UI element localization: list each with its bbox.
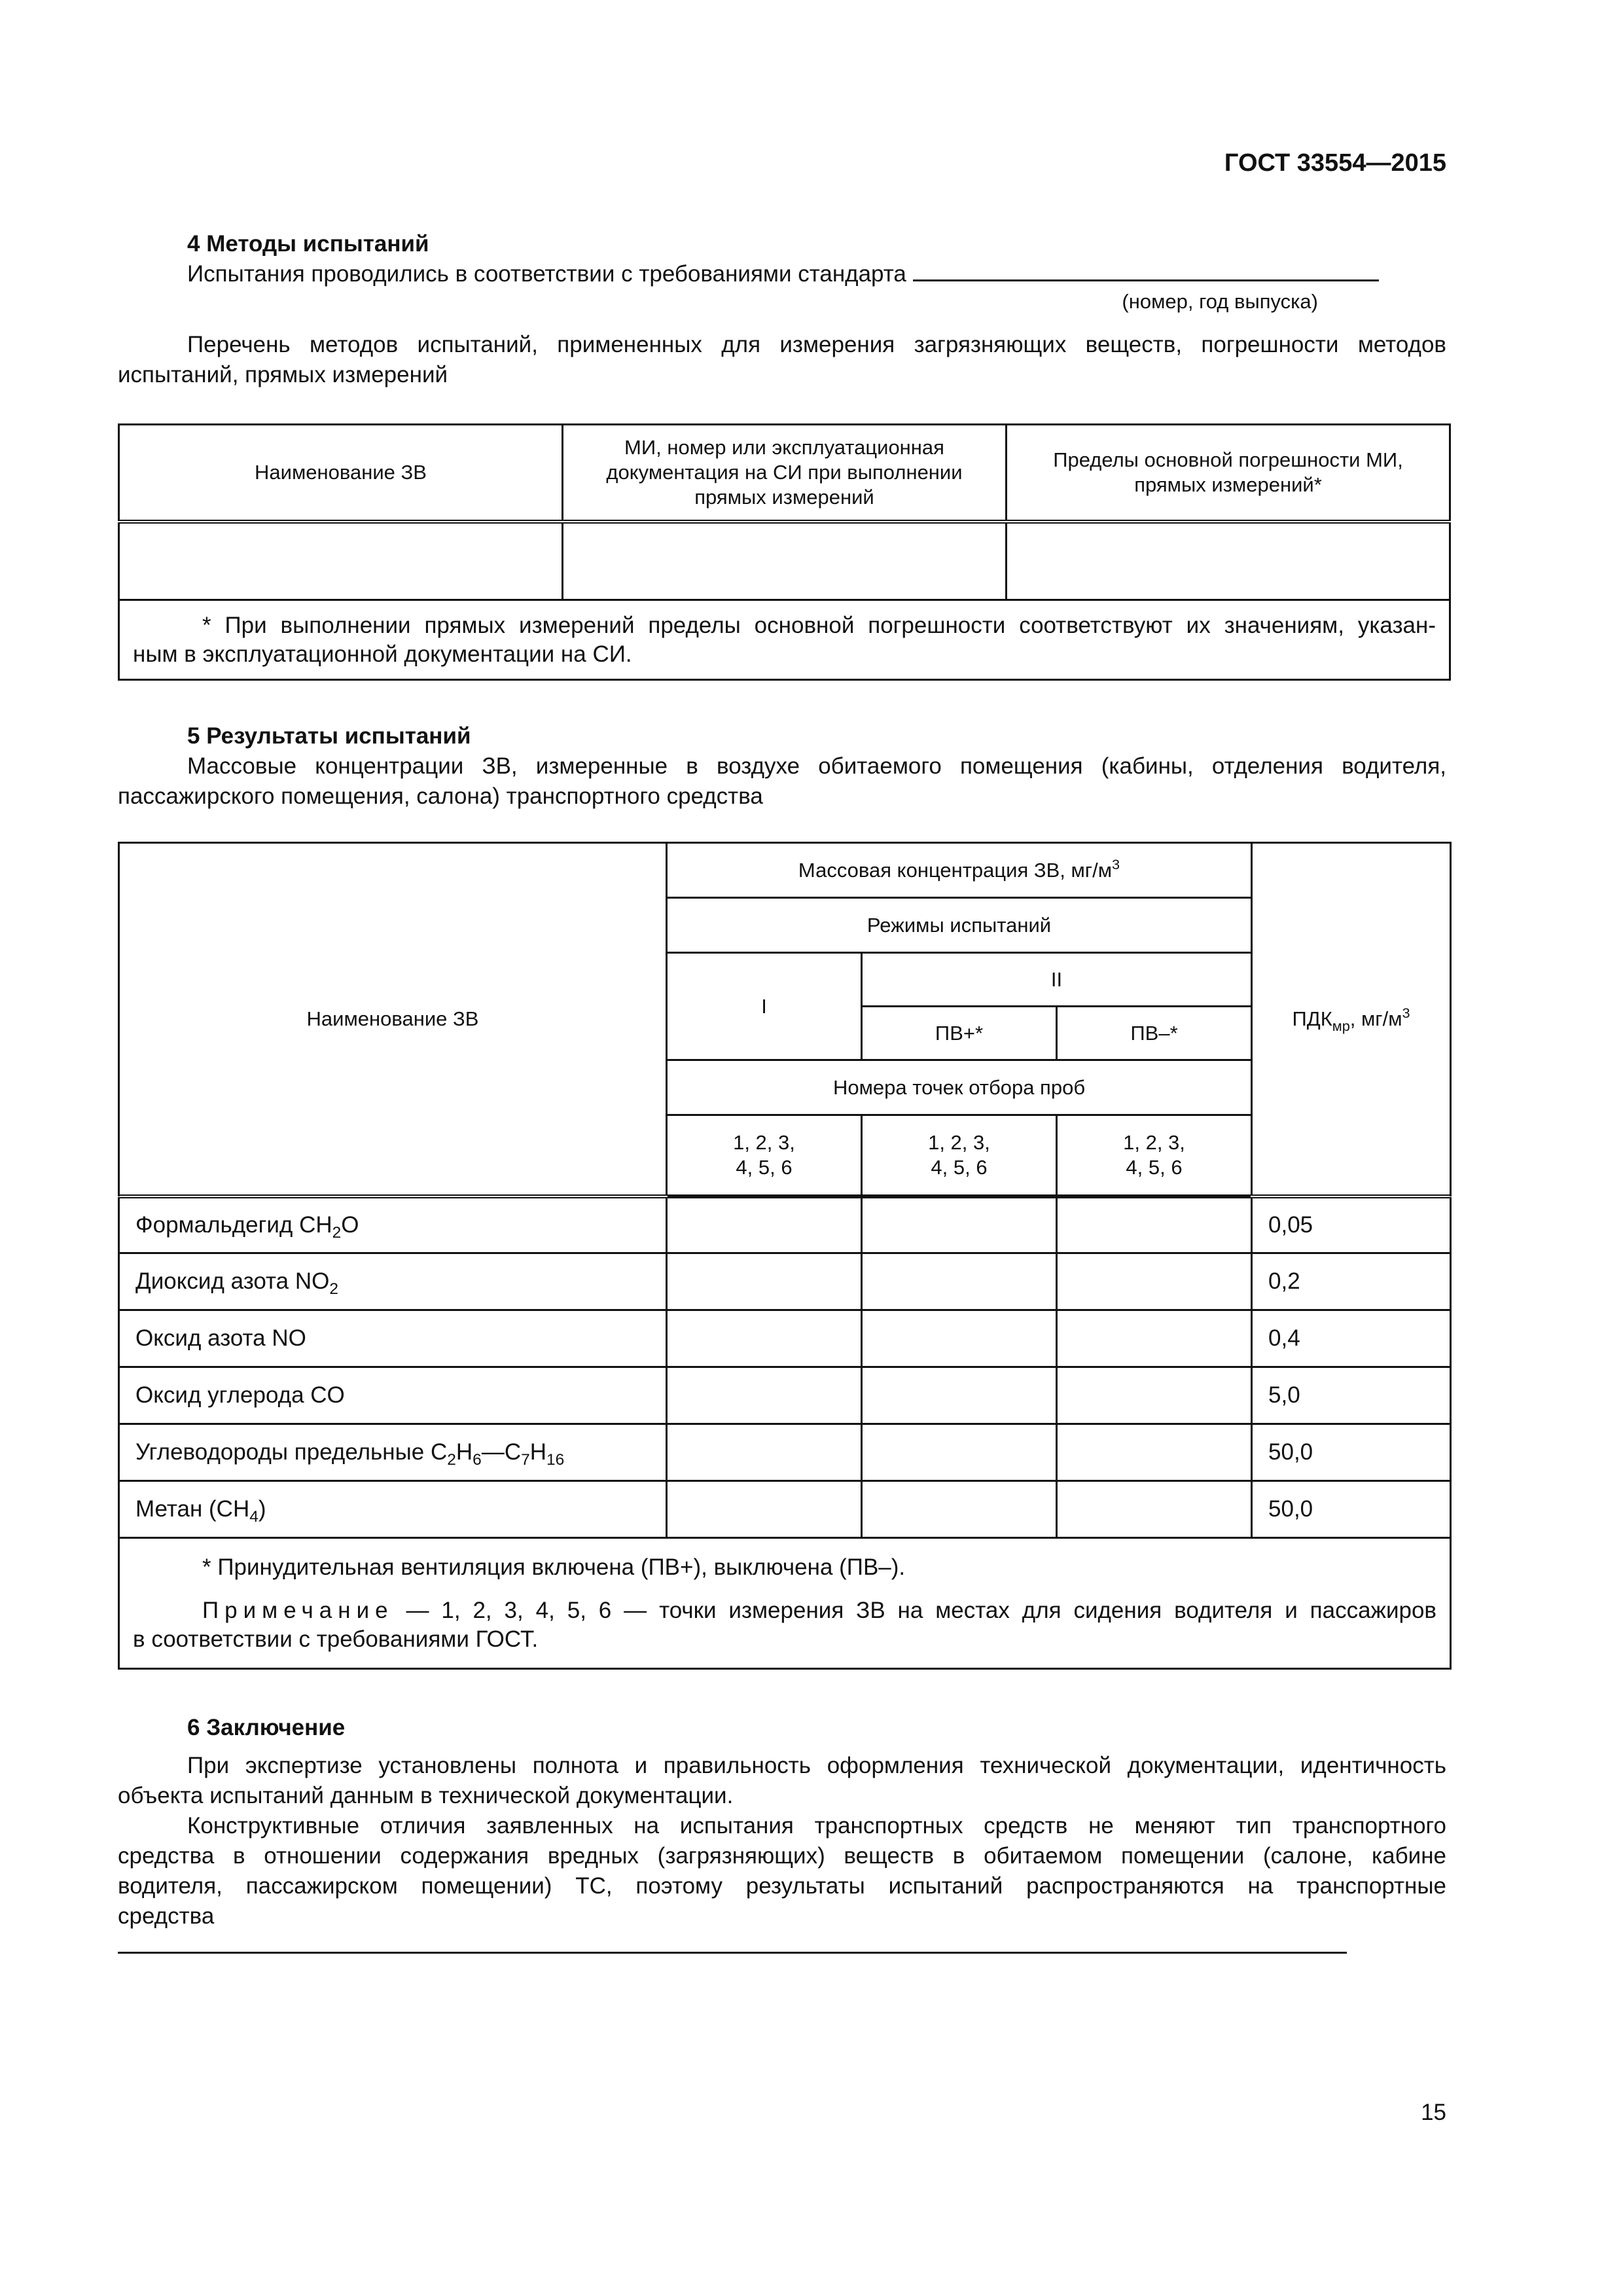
page-number: 15 xyxy=(1421,2100,1446,2125)
substance-name: Оксид азота NO xyxy=(119,1310,667,1367)
methods-header-method: МИ, номер или эксплуатационная документация на СИ при выполнении прямых измерений xyxy=(563,425,1007,522)
results-header-name: Наименование ЗВ xyxy=(119,843,667,1196)
pdk-value: 0,05 xyxy=(1252,1196,1451,1253)
section-6-title: 6 Заключение xyxy=(187,1715,346,1740)
section-5 xyxy=(118,721,1446,812)
substance-name: Формальдегид $CH_2O$ xyxy=(119,1196,667,1253)
table-row xyxy=(119,1196,1451,1253)
pdk-value: 50,0 xyxy=(1252,1481,1451,1538)
table-row xyxy=(119,1310,1451,1367)
value-cell xyxy=(862,1424,1057,1481)
value-cell xyxy=(862,1481,1057,1538)
section-4-title: 4 Методы испытаний xyxy=(187,231,429,257)
value-cell xyxy=(1057,1310,1252,1367)
table-row xyxy=(119,1253,1451,1310)
results-header-mode-2: II xyxy=(862,953,1252,1007)
value-cell xyxy=(862,1253,1057,1310)
standard-line xyxy=(118,259,1446,289)
results-header-points: 1, 2, 3, 4, 5, 6 xyxy=(1057,1115,1252,1196)
substance-name: Углеводороды предельные $C_2H_6—C_7H_{16}$ xyxy=(119,1424,667,1481)
section-5-title: 5 Результаты испытаний xyxy=(187,723,471,749)
section-4 xyxy=(118,229,1446,390)
section-5-para-line1: Массовые концентрации ЗВ, измеренные в воздухе обитаемого помещения (кабины, отделения водителя, xyxy=(187,753,1446,779)
value-cell xyxy=(1057,1253,1252,1310)
ventilation-footnote: * Принудительная вентиляция включена (ПВ+), выключена (ПВ–). xyxy=(202,1554,906,1580)
pdk-value: 0,4 xyxy=(1252,1310,1451,1367)
results-header-pdk: $ПДК_{мр}$, $мг/м^3$ xyxy=(1252,843,1451,1196)
value-cell xyxy=(667,1424,862,1481)
results-header-mass-concentration: Массовая концентрация ЗВ, $мг/м^3$ xyxy=(667,843,1252,898)
value-cell xyxy=(862,1367,1057,1424)
pdk-value: 0,2 xyxy=(1252,1253,1451,1310)
value-cell xyxy=(667,1481,862,1538)
substance-name: Оксид углерода CO xyxy=(119,1367,667,1424)
table-row xyxy=(119,1481,1451,1538)
methods-cell-empty xyxy=(563,522,1007,600)
results-header-modes: Режимы испытаний xyxy=(667,898,1252,953)
conclusion-p2-line4-text: средства xyxy=(118,1903,215,1929)
methods-footnote-line2: ным в эксплуатационной документации на СИ. xyxy=(133,641,632,667)
substance-name: Метан $(CH_4)$ xyxy=(119,1481,667,1538)
conclusion-p1-line2: объекта испытаний данным в технической документации. xyxy=(118,1783,734,1808)
methods-footnote xyxy=(119,600,1450,680)
results-note-line1: Примечание — 1, 2, 3, 4, 5, 6 — точки измерения ЗВ на местах для сидения водителя и пассажиров xyxy=(202,1597,1437,1623)
standard-number: ГОСТ 33554—2015 xyxy=(1224,149,1446,177)
value-cell xyxy=(862,1310,1057,1367)
value-cell xyxy=(1057,1481,1252,1538)
table-row xyxy=(119,1424,1451,1481)
conclusion-p2-line1: Конструктивные отличия заявленных на испытания транспортных средств не меняют тип транспортного xyxy=(187,1813,1446,1839)
conclusion-p1-line1: При экспертизе установлены полнота и правильность оформления технической документации, идентичность xyxy=(187,1753,1446,1778)
substance-name: Диоксид азота $NO_2$ xyxy=(119,1253,667,1310)
value-cell xyxy=(667,1196,862,1253)
results-header-sample-points: Номера точек отбора проб xyxy=(667,1060,1252,1115)
value-cell xyxy=(1057,1196,1252,1253)
section-4-para-line2: испытаний, прямых измерений xyxy=(118,362,448,387)
methods-header-error: Пределы основной погрешности МИ, прямых измерений* xyxy=(1007,425,1450,522)
methods-footnote-line1: * При выполнении прямых измерений пределы основной погрешности соответствуют их значениям, указан- xyxy=(202,612,1436,638)
value-cell xyxy=(667,1253,862,1310)
methods-cell-empty xyxy=(119,522,563,600)
conclusion-p2-line2: средства в отношении содержания вредных (загрязняющих) веществ в обитаемом помещении (салоне, кабине xyxy=(118,1843,1446,1869)
conclusion-p2-line4 xyxy=(118,1901,1446,1962)
value-cell xyxy=(1057,1424,1252,1481)
methods-cell-empty xyxy=(1007,522,1450,600)
results-header-points: 1, 2, 3, 4, 5, 6 xyxy=(667,1115,862,1196)
results-header-mode-1: I xyxy=(667,953,862,1060)
results-header-pv-off: ПВ–* xyxy=(1057,1007,1252,1060)
value-cell xyxy=(862,1196,1057,1253)
results-note-line2: в соответствии с требованиями ГОСТ. xyxy=(133,1626,539,1652)
conclusion-p2-line3: водителя, пассажирском помещении) ТС, поэтому результаты испытаний распространяются на транспортные xyxy=(118,1873,1446,1899)
section-5-para-line2: пассажирского помещения, салона) транспортного средства xyxy=(118,783,763,809)
value-cell xyxy=(667,1310,862,1367)
standard-fill-line xyxy=(913,260,1379,281)
results-header-points: 1, 2, 3, 4, 5, 6 xyxy=(862,1115,1057,1196)
methods-table xyxy=(118,423,1451,681)
note-label: Примечание xyxy=(202,1597,394,1623)
table-row xyxy=(119,1367,1451,1424)
standard-caption: (номер, год выпуска) xyxy=(1122,290,1318,313)
results-footnote xyxy=(119,1538,1451,1669)
results-table xyxy=(118,842,1452,1670)
section-6 xyxy=(118,1713,1446,1962)
value-cell xyxy=(667,1367,862,1424)
standard-line-text: Испытания проводились в соответствии с требованиями стандарта xyxy=(187,261,906,287)
pdk-value: 5,0 xyxy=(1252,1367,1451,1424)
methods-header-name: Наименование ЗВ xyxy=(119,425,563,522)
conclusion-fill-line xyxy=(118,1932,1347,1954)
results-header-pv-on: ПВ+* xyxy=(862,1007,1057,1060)
pdk-value: 50,0 xyxy=(1252,1424,1451,1481)
value-cell xyxy=(1057,1367,1252,1424)
section-4-para-line1: Перечень методов испытаний, примененных для измерения загрязняющих веществ, погрешности методов xyxy=(187,332,1446,357)
